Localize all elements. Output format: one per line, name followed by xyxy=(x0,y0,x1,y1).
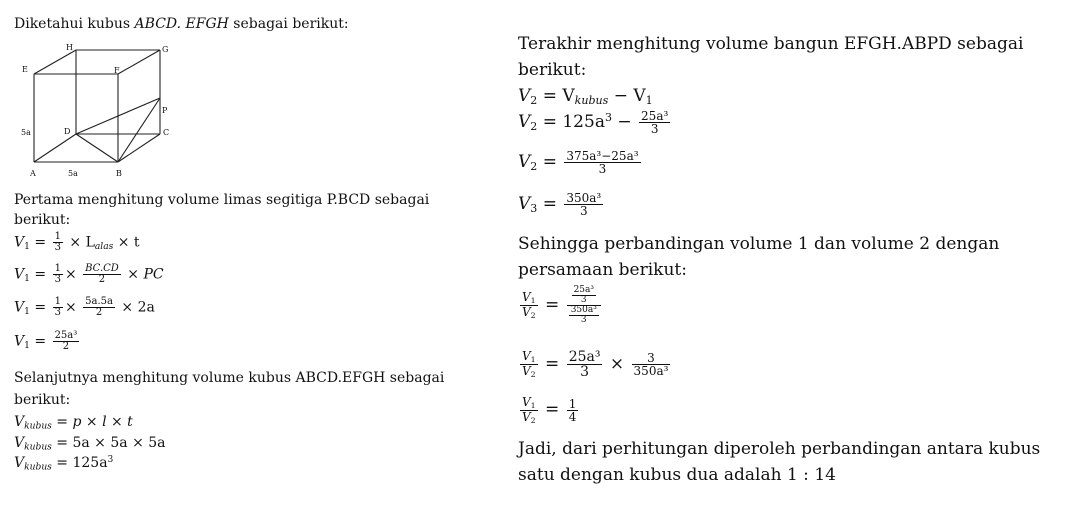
label-P: P xyxy=(162,106,168,115)
label-A: A xyxy=(30,169,36,178)
intro-line xyxy=(14,17,349,31)
label-B: B xyxy=(116,169,122,178)
intro-suffix: sebagai berikut: xyxy=(228,16,349,32)
conclusion-line1: Jadi, dari perhitungan diperoleh perbandingan antara kubus xyxy=(518,439,1041,459)
step1-line1: Pertama menghitung volume limas segitiga P.BCD sebagai xyxy=(14,192,430,208)
step3-line1: Terakhir menghitung volume bangun EFGH.ABPD sebagai xyxy=(518,34,1024,54)
conclusion-line2: satu dengan kubus dua adalah 1 : 14 xyxy=(518,465,836,485)
v1-eq-1: $V_1$ = $\frac{1}{3}$ × $L_{alas} \times t$ xyxy=(14,231,140,253)
v1-eq-2: $V_1$ = $\frac{1}{3}$ × $\frac{BC.CD}{2}$ × PC xyxy=(14,263,164,285)
cube-figure xyxy=(20,42,190,178)
step1-line2: berikut: xyxy=(14,212,71,228)
intro-math: ABCD. EFGH xyxy=(134,16,229,32)
vk-eq-2: $V_{kubus} = 5a \times 5a \times 5a$ xyxy=(14,435,166,453)
ratio-eq-2: $\frac{V_1}{V_2}$ = $\frac{\text{25a³}}{3}$ × $\frac{3}{\text{350a³}}$ xyxy=(522,349,669,380)
intro-prefix: Diketahui kubus xyxy=(14,16,135,32)
v2-eq-4: $V_3$ = $\frac{\text{350a³}}{3}$ xyxy=(518,191,602,218)
ratio-eq-3: $\frac{V_1}{V_2}$ = $\frac{1}{4}$ xyxy=(522,395,577,425)
step2-line2: berikut: xyxy=(14,392,71,408)
label-G: G xyxy=(162,45,169,54)
label-H: H xyxy=(66,43,73,52)
label-C: C xyxy=(163,128,170,137)
label-edge-bottom: 5a xyxy=(68,169,78,178)
step2-line1: Selanjutnya menghitung volume kubus ABCD.EFGH sebagai xyxy=(14,370,445,386)
v2-eq-2: $V_2 = 125a^3$ − $\frac{\text{25a³}}{3}$ xyxy=(518,109,669,136)
v2-eq-1: $V_2 = V_{kubus} - V_1$ xyxy=(518,86,653,107)
step4-line1: Sehingga perbandingan volume 1 dan volume 2 dengan xyxy=(518,234,1000,254)
label-edge-left: 5a xyxy=(21,128,31,137)
v1-eq-3: $V_1$ = $\frac{1}{3}$ × $\frac{5a.5a}{2}$ × 2a xyxy=(14,296,155,318)
ratio-eq-1: $\frac{V_1}{V_2}$ = $\frac{\frac{\text{25a³}}{3}}{\frac{\text{350a³}}{3}}$ xyxy=(518,286,603,325)
label-E: E xyxy=(22,65,28,74)
label-F: F xyxy=(114,66,120,75)
vk-eq-3: $V_{kubus} = 125a^3$ xyxy=(14,455,114,473)
step3-line2: berikut: xyxy=(518,60,587,80)
v1-eq-4: $V_1$ = $\frac{\text{25a³}}{2}$ xyxy=(14,330,78,352)
v2-eq-3: $V_2$ = $\frac{\text{375a³−25a³}}{3}$ xyxy=(518,149,639,176)
label-D: D xyxy=(64,127,71,136)
vk-eq-1: $V_{kubus} = p \times l \times t$ xyxy=(14,414,133,432)
step4-line2: persamaan berikut: xyxy=(518,260,687,280)
